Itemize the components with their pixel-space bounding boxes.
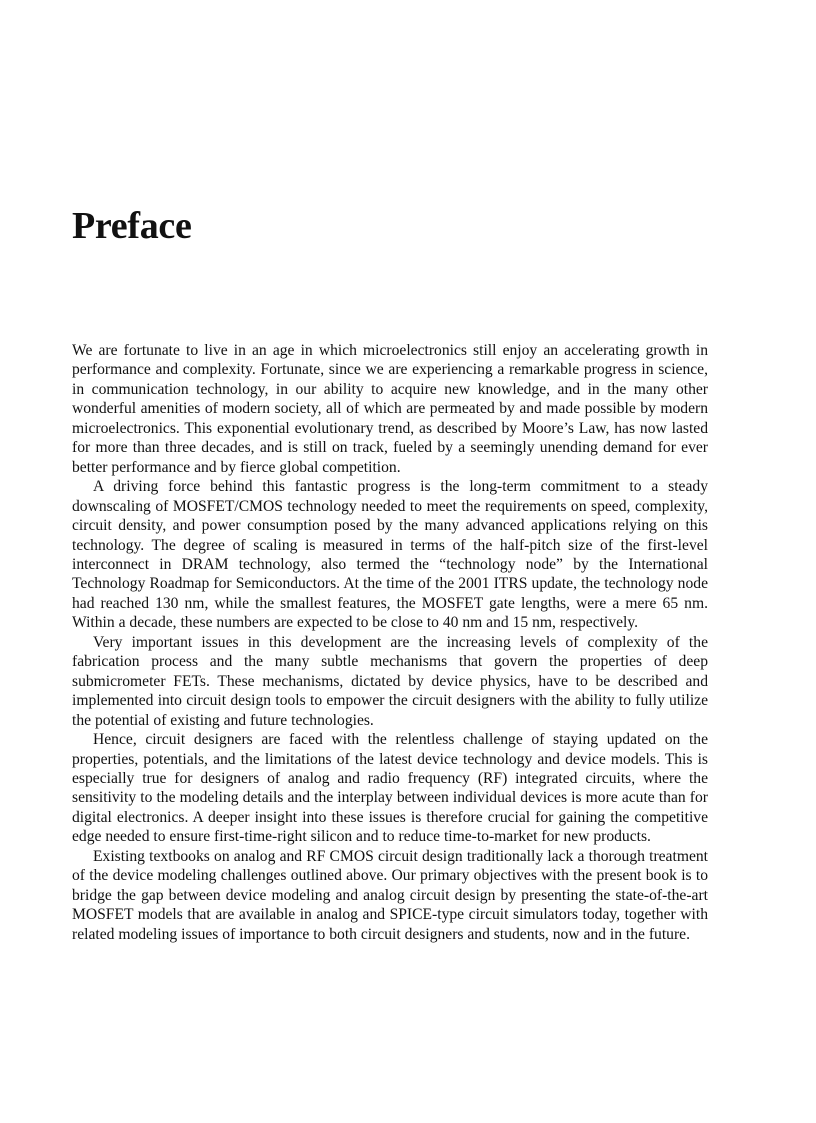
preface-body: [72, 341, 708, 944]
paragraph-4: Hence, circuit designers are faced with the relentless challenge of staying updated on the properties, potentials, and the limitations of the latest device technology and device models. This is especially true for designers of analog and radio frequency (RF) integrated circuits, where the sensitivity to the modeling details and the interplay between individual devices is more acute than for digital electronics. A deeper insight into these issues is therefore crucial for gaining the competitive edge needed to ensure first-time-right silicon and to reduce time-to-market for new products.: [72, 731, 708, 846]
paragraph-3: Very important issues in this development are the increasing levels of complexity of the fabrication process and the many subtle mechanisms that govern the properties of deep submicrometer FETs. These mechanisms, dictated by device physics, have to be described and implemented into circuit design tools to empower the circuit designers with the ability to fully utilize the potential of existing and future technologies.: [72, 633, 708, 729]
paragraph-5: Existing textbooks on analog and RF CMOS circuit design traditionally lack a thorough treatment of the device modeling challenges outlined above. Our primary objectives with the present book is to bridge the gap between device modeling and analog circuit design by presenting the state-of-the-art MOSFET models that are available in analog and SPICE-type circuit simulators today, together with related modeling issues of importance to both circuit designers and students, now and in the future.: [72, 847, 708, 943]
paragraph-2: A driving force behind this fantastic progress is the long-term commitment to a steady downscaling of MOSFET/CMOS technology needed to meet the requirements on speed, complexity, circuit density, and power consumption posed by the many advanced applications relying on this technology. The degree of scaling is measured in terms of the half-pitch size of the first-level interconnect in DRAM technology, also termed the “technology node” by the International Technology Roadmap for Semiconductors. At the time of the 2001 ITRS update, the technology node had reached 130 nm, while the smallest features, the MOSFET gate lengths, were a mere 65 nm. Within a decade, these numbers are expected to be close to 40 nm and 15 nm, respectively.: [72, 478, 708, 632]
paragraph-1: We are fortunate to live in an age in which microelectronics still enjoy an accelerating growth in performance and complexity. Fortunate, since we are experiencing a remarkable progress in science, in communication technology, in our ability to acquire new knowledge, and in the many other wonderful amenities of modern society, all of which are permeated by and made possible by modern microelectronics. This exponential evolutionary trend, as described by Moore’s Law, has now lasted for more than three decades, and is still on track, fueled by a seemingly unending demand for ever better performance and by fierce global competition.: [72, 342, 708, 476]
page-title: Preface: [72, 205, 192, 247]
